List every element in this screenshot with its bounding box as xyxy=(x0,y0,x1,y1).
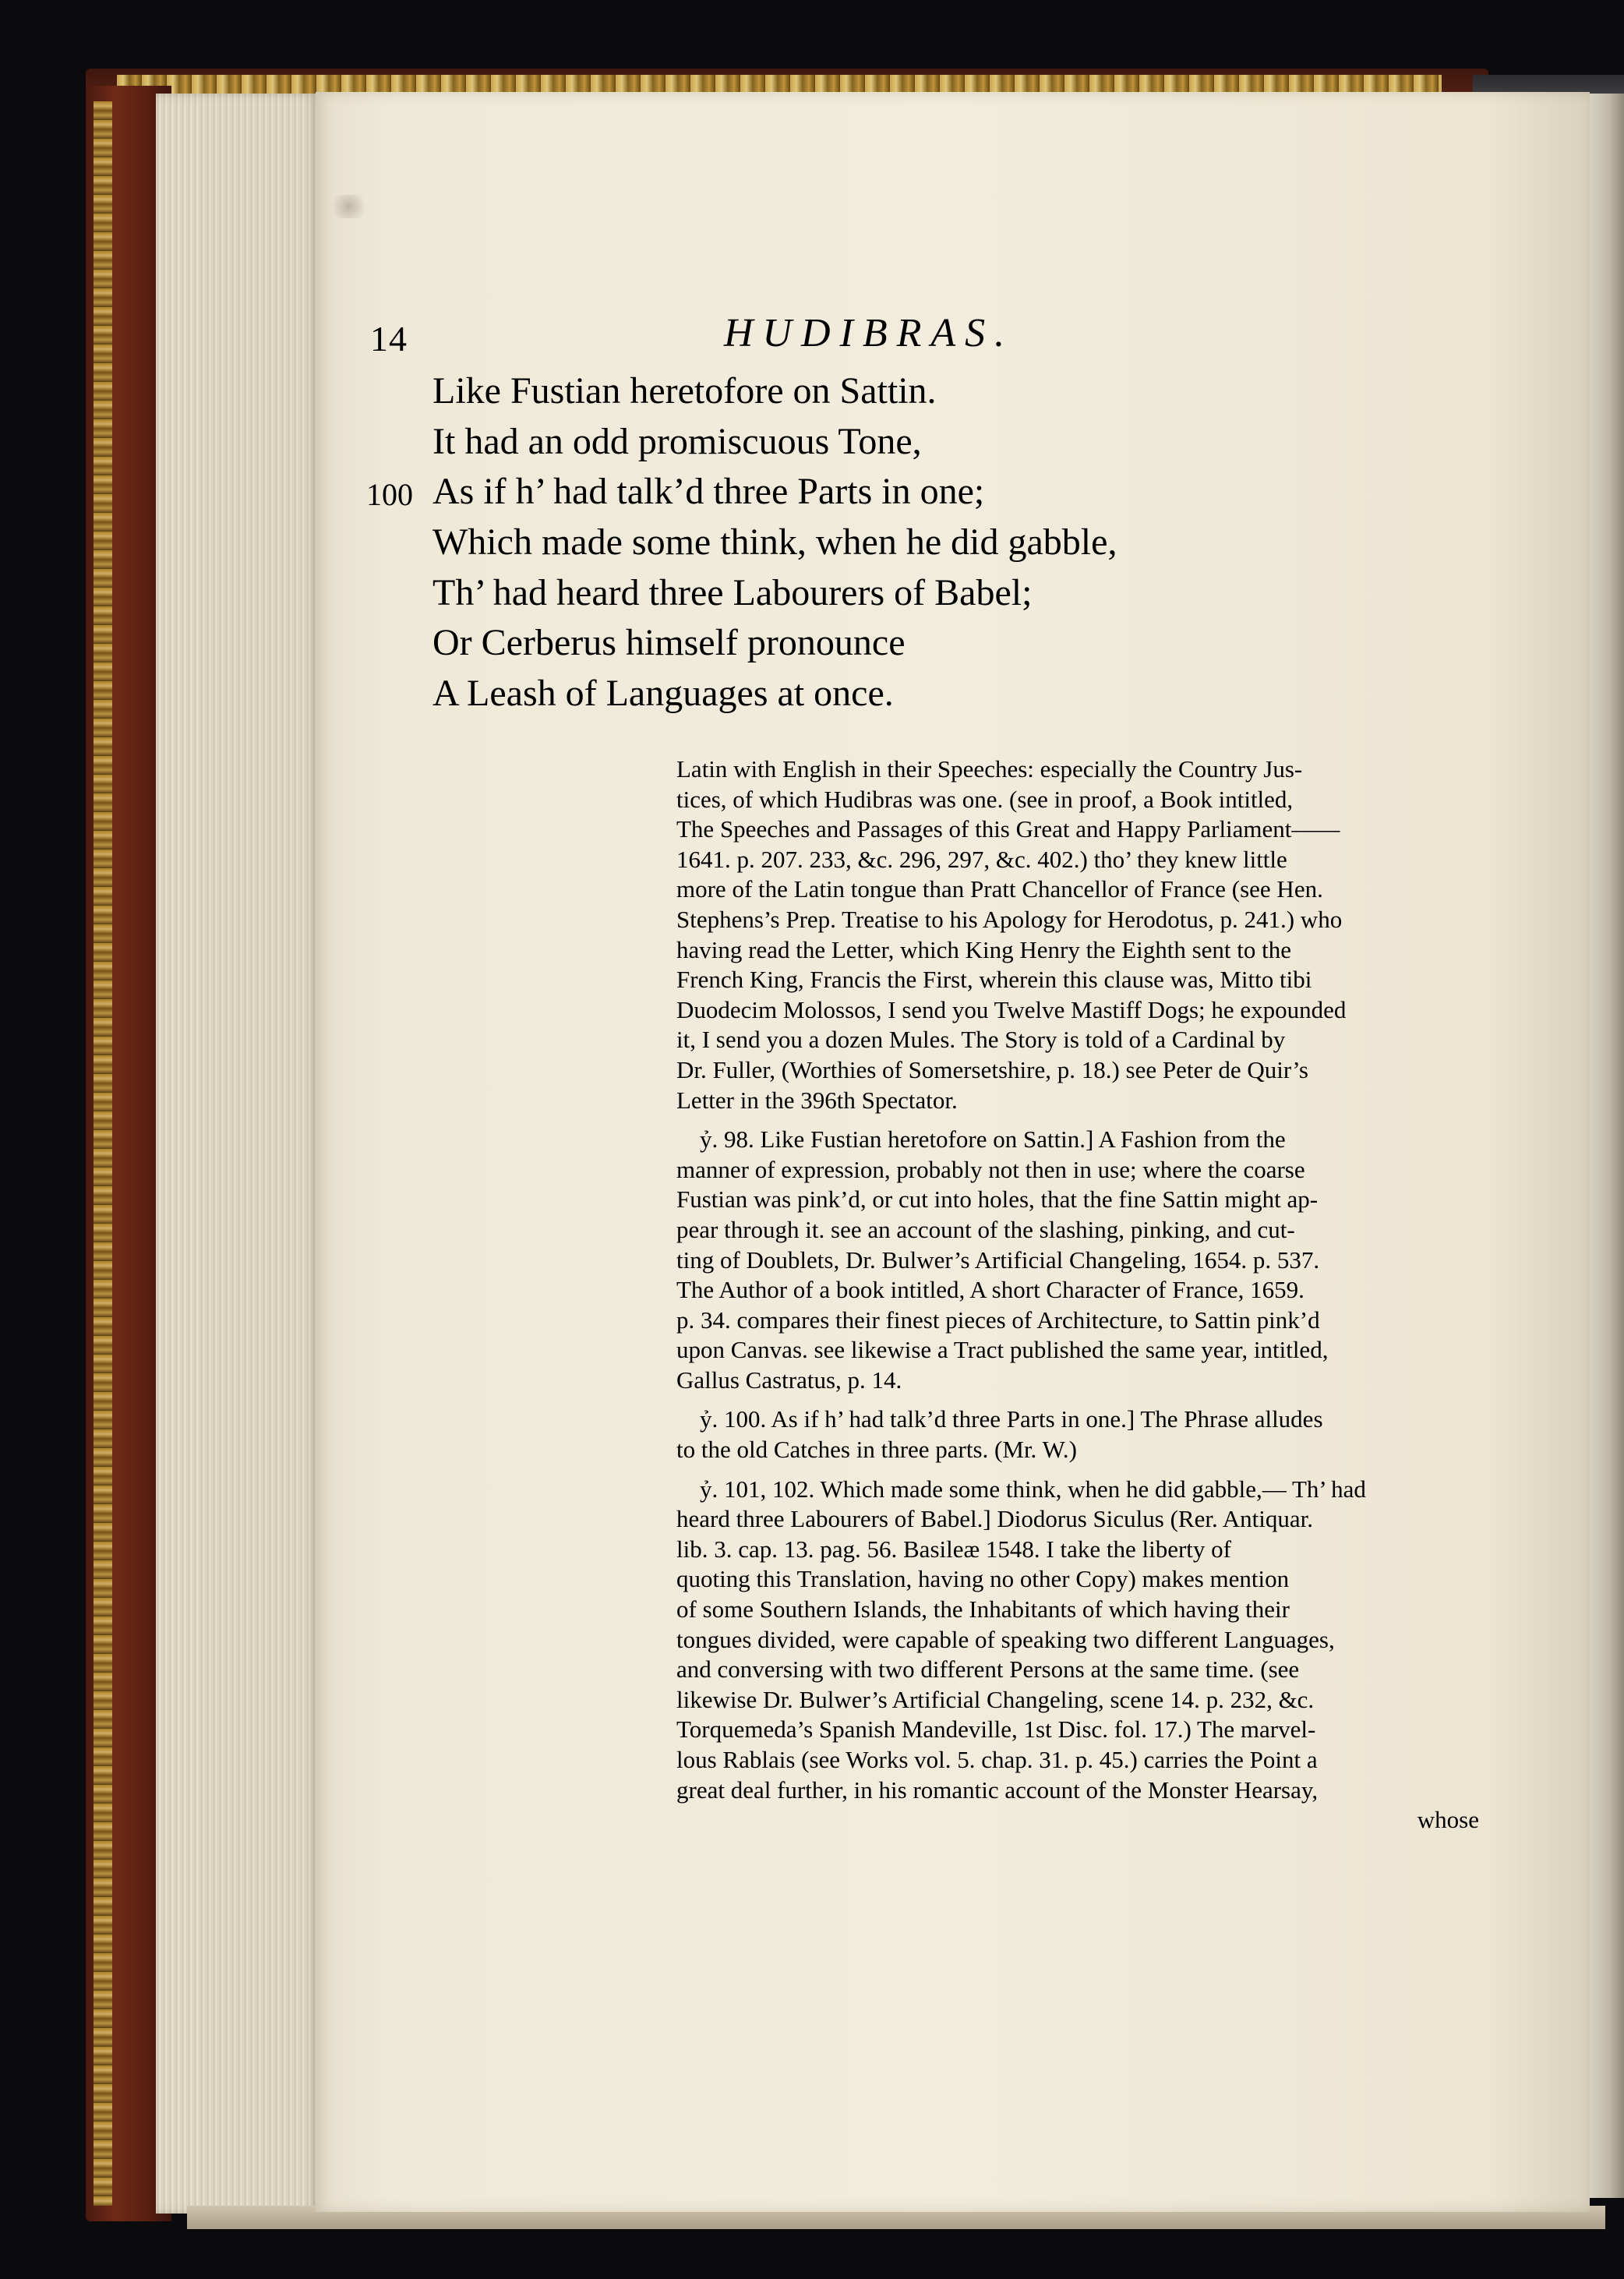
running-head xyxy=(370,310,1477,365)
verse-line xyxy=(366,568,1535,619)
note-paragraph xyxy=(676,1125,1479,1395)
note-line: and conversing with two different Persons at the same time. (see xyxy=(676,1655,1300,1684)
note-line: ting of Doublets, Dr. Bulwer’s Artificial Changeling, 1654. p. 537. xyxy=(676,1246,1320,1274)
stacked-page-edges xyxy=(156,94,320,2214)
running-title: HUDIBRAS. xyxy=(723,311,1015,355)
note-line: Latin with English in their Speeches: especially the Country Jus- xyxy=(676,755,1303,783)
note-line: Letter in the 396th Spectator. xyxy=(676,1086,958,1114)
note-line: tices, of which Hudibras was one. (see in proof, a Book intitled, xyxy=(676,785,1294,813)
note-line: upon Canvas. see likewise a Tract published the same year, intitled, xyxy=(676,1336,1329,1364)
note-line: it, I send you a dozen Mules. The Story is told of a Cardinal by xyxy=(676,1026,1286,1054)
note-line: to the old Catches in three parts. (Mr. W.) xyxy=(676,1436,1077,1464)
note-line: Fustian was pink’d, or cut into holes, that the fine Sattin might ap- xyxy=(676,1185,1319,1214)
note-line: ỷ. 101, 102. Which made some think, when he did gabble,— Th’ had xyxy=(700,1475,1366,1503)
note-paragraph xyxy=(676,1404,1479,1465)
verse-line xyxy=(366,669,1535,719)
note-line: great deal further, in his romantic account of the Monster Hearsay, xyxy=(676,1776,1319,1804)
ink-smudge xyxy=(327,195,370,218)
note-line: having read the Letter, which King Henry the Eighth sent to the xyxy=(676,935,1292,963)
note-line: Stephens’s Prep. Treatise to his Apology for Herodotus, p. 241.) who xyxy=(676,905,1343,933)
verse-line xyxy=(366,618,1535,669)
page-edge-right xyxy=(1590,94,1624,2198)
verse-text: Which made some think, when he did gabble, xyxy=(432,521,1117,564)
note-line: The Speeches and Passages of this Great and Happy Parliament—— xyxy=(676,815,1340,843)
verse-text: A Leash of Languages at once. xyxy=(432,673,894,715)
verse-text: Like Fustian heretofore on Sattin. xyxy=(432,370,937,412)
note-line: Dr. Fuller, (Worthies of Somersetshire, p. 18.) see Peter de Quir’s xyxy=(676,1055,1308,1083)
note-line: The Author of a book intitled, A short Character of France, 1659. xyxy=(676,1276,1304,1304)
note-line: tongues divided, were capable of speaking two different Languages, xyxy=(676,1625,1335,1653)
gilt-tooling-left xyxy=(94,101,112,2206)
note-line: lous Rablais (see Works vol. 5. chap. 31. p. 45.) carries the Point a xyxy=(676,1746,1318,1773)
note-line: pear through it. see an account of the slashing, pinking, and cut- xyxy=(676,1215,1295,1243)
note-line: Duodecim Molossos, I send you Twelve Mastiff Dogs; he expounded xyxy=(676,995,1347,1023)
verse-text: Or Cerberus himself pronounce xyxy=(432,622,906,664)
note-line: Gallus Castratus, p. 14. xyxy=(676,1366,902,1394)
verse-text: It had an odd promiscuous Tone, xyxy=(432,420,922,462)
note-line: French King, Francis the First, wherein this clause was, Mitto tibi xyxy=(676,966,1312,994)
commentary-notes xyxy=(676,754,1479,1836)
verse-block xyxy=(366,366,1535,719)
note-line: of some Southern Islands, the Inhabitants of which having their xyxy=(676,1595,1290,1624)
verse-line xyxy=(366,366,1535,417)
verse-line xyxy=(366,467,1535,518)
catchword: whose xyxy=(1417,1806,1479,1834)
note-line: more of the Latin tongue than Pratt Chancellor of France (see Hen. xyxy=(676,875,1323,903)
note-line: p. 34. compares their finest pieces of Architecture, to Sattin pink’d xyxy=(676,1306,1320,1334)
note-line: Torquemeda’s Spanish Mandeville, 1st Disc. fol. 17.) The marvel- xyxy=(676,1715,1316,1744)
note-line: likewise Dr. Bulwer’s Artificial Changeling, scene 14. p. 232, &c. xyxy=(676,1685,1315,1713)
verse-text: As if h’ had talk’d three Parts in one; xyxy=(432,471,985,513)
note-line: manner of expression, probably not then in use; where the coarse xyxy=(676,1155,1305,1183)
note-line: quoting this Translation, having no other Copy) makes mention xyxy=(676,1565,1290,1593)
note-line: ỷ. 98. Like Fustian heretofore on Sattin.] A Fashion from the xyxy=(700,1125,1286,1154)
line-number: 100 xyxy=(366,477,413,513)
note-line: 1641. p. 207. 233, &c. 296, 297, &c. 402.) tho’ they knew little xyxy=(676,845,1287,873)
note-line: ỷ. 100. As if h’ had talk’d three Parts in one.] The Phrase alludes xyxy=(700,1405,1323,1433)
verse-text: Th’ had heard three Labourers of Babel; xyxy=(432,571,1033,613)
note-line: heard three Labourers of Babel.] Diodorus Siculus (Rer. Antiquar. xyxy=(676,1505,1313,1533)
note-paragraph xyxy=(676,1475,1479,1806)
note-paragraph xyxy=(676,754,1479,1115)
note-line: lib. 3. cap. 13. pag. 56. Basileæ 1548. I take the liberty of xyxy=(676,1535,1231,1563)
page-number: 14 xyxy=(370,319,408,359)
verse-line xyxy=(366,417,1535,468)
verse-line xyxy=(366,518,1535,568)
